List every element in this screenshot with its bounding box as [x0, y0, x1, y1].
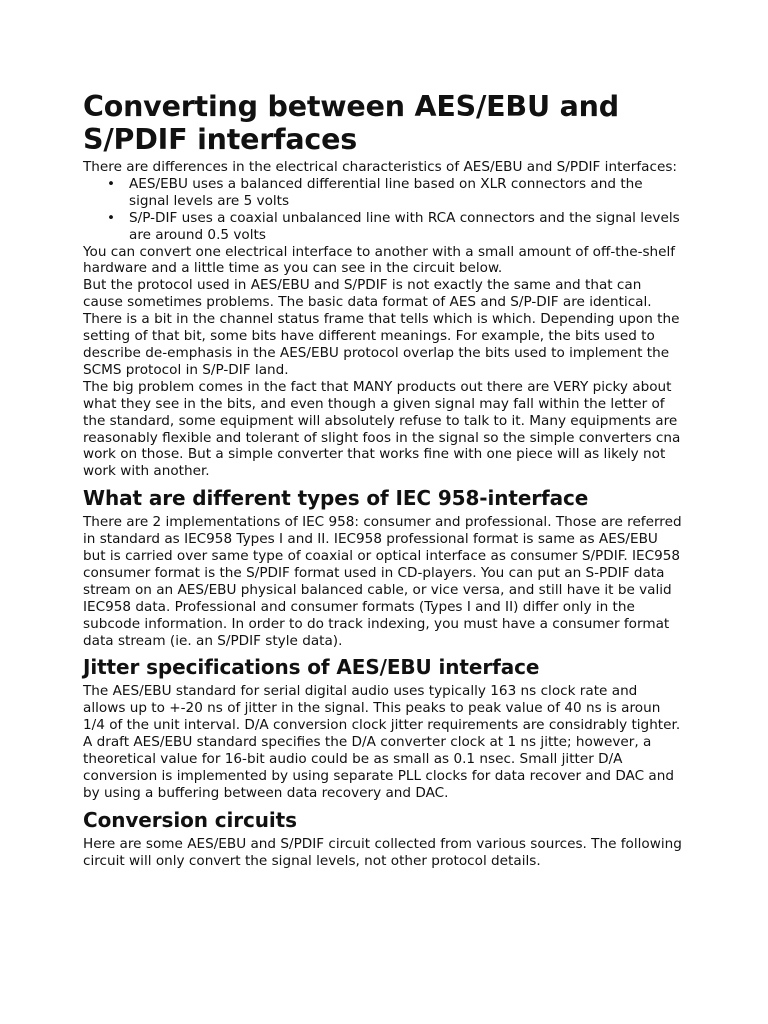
- section-body-jitter: The AES/EBU standard for serial digital audio uses typically 163 ns clock rate and allows up to +-20 ns of jitter in the signal. This peaks to peak value of 40 ns is aroun 1/4 of the unit interval. D/A conversion clock jitter requirements are considrably tighter. A draft AES/EBU standard specifies the D/A converter clock at 1 ns jitte; however, a theoretical value for 16-bit audio could be as small as 0.1 nsec. Small jitter D/A conversion is implemented by using separate PLL clocks for data recover and DAC and by using a buffering between data recovery and DAC.: [83, 683, 681, 801]
- section-body-iec958: There are 2 implementations of IEC 958: consumer and professional. Those are referred in standard as IEC958 Types I and II. IEC958 professional format is same as AES/EBU but is carried over same type of coaxial or optical interface as consumer S/PDIF. IEC958 consumer format is the S/PDIF format used in CD-players. You can put an S-PDIF data stream on an AES/EBU physical balanced cable, or vice versa, and still have it be valid IEC958 data. Professional and consumer formats (Types I and II) differ only in the subcode information. In order to do track indexing, you must have a consumer format data stream (ie. an S/PDIF style data).: [83, 514, 682, 649]
- list-item: • S/P-DIF uses a coaxial unbalanced line with RCA connectors and the signal levels are around 0.5 volts: [129, 210, 683, 244]
- section-heading-conversion-circuits: Conversion circuits: [83, 807, 297, 832]
- section-heading-jitter: Jitter specifications of AES/EBU interface: [83, 655, 540, 680]
- list-item: • AES/EBU uses a balanced differential line based on XLR connectors and the signal levels are 5 volts: [129, 176, 683, 210]
- section-body-conversion-circuits: Here are some AES/EBU and S/PDIF circuit collected from various sources. The following circuit will only convert the signal levels, not other protocol details.: [83, 835, 682, 869]
- conversion-paragraph: You can convert one electrical interface to another with a small amount of off-the-shelf hardware and a little time as you can see in the circuit below.: [83, 243, 676, 277]
- document-page: [83, 90, 683, 870]
- intro-paragraph: There are differences in the electrical characteristics of AES/EBU and S/PDIF interfaces:: [83, 159, 677, 175]
- interface-bullet-list: [83, 176, 683, 244]
- compatibility-paragraph: The big problem comes in the fact that MANY products out there are VERY picky about what they see in the bits, and even though a given signal may fall within the letter of the standard, some equipment will absolutely refuse to talk to it. Many equipments are reasonably flexible and tolerant of slight foos in the signal so the simple converters cna work on those. But a simple converter that works fine with one piece will as likely not work with another.: [83, 378, 681, 480]
- protocol-paragraph: But the protocol used in AES/EBU and S/PDIF is not exactly the same and that can cause sometimes problems. The basic data format of AES and S/P-DIF are identical. There is a bit in the channel status frame that tells which is which. Depending upon the setting of that bit, some bits have different meanings. For example, the bits used to describe de-emphasis in the AES/EBU protocol overlap the bits used to implement the SCMS protocol in S/P-DIF land.: [83, 277, 680, 378]
- page-title: Converting between AES/EBU and S/PDIF interfaces: [83, 90, 619, 156]
- section-heading-iec958: What are different types of IEC 958-interface: [83, 486, 589, 511]
